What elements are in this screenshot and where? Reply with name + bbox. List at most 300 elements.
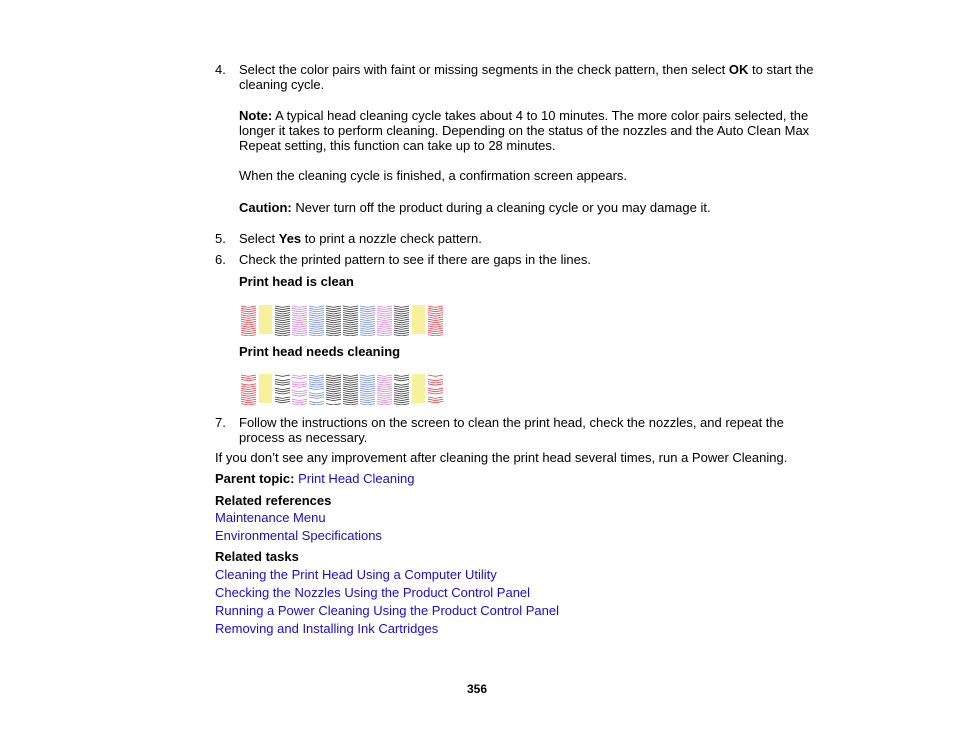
nozzle-line [241,313,256,314]
nozzle-line [326,330,341,331]
nozzle-line [428,388,443,389]
nozzle-line [275,393,290,394]
nozzle-line [360,321,375,322]
nozzle-line [275,306,290,307]
nozzle-line [241,308,256,309]
nozzle-line [377,390,392,391]
nozzle-line [394,399,409,400]
nozzle-line [292,375,307,376]
nozzle-line [326,335,341,336]
nozzle-line [309,308,324,309]
ok-keyword: OK [728,62,749,77]
caution-text: Never turn off the product during a cleaning cycle or you may damage it. [291,200,711,215]
nozzle-line [343,404,358,405]
nozzle-line [360,335,375,336]
nozzle-line [326,397,341,398]
nozzle-line [343,393,358,394]
nozzle-line [275,375,290,376]
nozzle-line [326,386,341,387]
nozzle-line [394,384,409,385]
step-text: Check the printed pattern to see if there are gaps in the lines. [239,252,591,267]
link-power-cleaning-control-panel[interactable]: Running a Power Cleaning Using the Product Control Panel [215,603,559,618]
nozzle-line [377,377,392,378]
nozzle-block [292,306,307,336]
clean-pattern-label: Print head is clean [239,274,354,289]
nozzle-line [360,377,375,378]
nozzle-line [309,404,324,405]
nozzle-block-fill [412,305,425,334]
note-paragraph [239,108,825,153]
nozzle-line [377,328,392,329]
nozzle-block [412,305,425,334]
nozzle-line [326,399,341,400]
nozzle-block [309,306,324,336]
nozzle-line [275,317,290,318]
nozzle-line [360,404,375,405]
nozzle-line [309,388,324,389]
nozzle-line [326,379,341,380]
nozzle-line [309,395,324,396]
needs-cleaning-pattern-image [240,373,446,405]
nozzle-line [241,335,256,336]
nozzle-line [428,390,443,391]
nozzle-line [343,315,358,316]
nozzle-line [326,315,341,316]
nozzle-line [326,324,341,325]
nozzle-line [275,324,290,325]
nozzle-line [326,317,341,318]
nozzle-line [326,310,341,311]
step-text-pre: Select [239,231,279,246]
nozzle-line [292,328,307,329]
nozzle-line [292,317,307,318]
nozzle-line [275,399,290,400]
nozzle-line [343,390,358,391]
nozzle-line [241,324,256,325]
nozzle-line [377,326,392,327]
nozzle-line [360,308,375,309]
nozzle-line [394,306,409,307]
caution-label: Caution: [239,200,292,215]
nozzle-block [343,306,358,336]
nozzle-line [326,382,341,383]
link-removing-installing-cartridges[interactable]: Removing and Installing Ink Cartridges [215,621,439,636]
nozzle-block [360,306,375,336]
nozzle-line [309,335,324,336]
nozzle-line [309,375,324,376]
nozzle-line [326,332,341,333]
nozzle-block-fill [412,374,425,403]
nozzle-line [343,326,358,327]
nozzle-line [377,404,392,405]
nozzle-line [377,306,392,307]
nozzle-line [309,397,324,398]
nozzle-line [343,313,358,314]
nozzle-line [292,319,307,320]
nozzle-line [275,315,290,316]
nozzle-line [275,330,290,331]
nozzle-line [241,395,256,396]
nozzle-line [275,326,290,327]
nozzle-block [259,374,272,403]
nozzle-line [326,395,341,396]
nozzle-line [377,393,392,394]
nozzle-line [360,386,375,387]
nozzle-line [394,379,409,380]
nozzle-line [326,326,341,327]
nozzle-line [360,330,375,331]
nozzle-line [360,375,375,376]
nozzle-line [394,332,409,333]
nozzle-line [377,395,392,396]
nozzle-block [412,374,425,403]
nozzle-line [360,401,375,402]
nozzle-line [326,404,341,405]
clean-pattern-image [240,304,444,336]
nozzle-line [309,377,324,378]
nozzle-line [343,335,358,336]
step-7 [215,415,825,445]
nozzle-line [241,375,256,376]
nozzle-line [292,404,307,405]
needs-cleaning-label: Print head needs cleaning [239,344,401,359]
nozzle-block [394,306,409,336]
nozzle-line [309,326,324,327]
nozzle-line [428,315,443,316]
nozzle-line [377,324,392,325]
nozzle-line [309,321,324,322]
nozzle-line [275,308,290,309]
nozzle-line [394,377,409,378]
nozzle-line [394,404,409,405]
nozzle-line [428,335,443,336]
step-number: 6. [215,252,226,267]
nozzle-line [309,379,324,380]
caution-paragraph [239,200,825,215]
nozzle-line [241,384,256,385]
nozzle-line [377,401,392,402]
nozzle-line [343,397,358,398]
nozzle-line [360,315,375,316]
nozzle-line [309,324,324,325]
nozzle-line [292,386,307,387]
nozzle-line [428,324,443,325]
nozzle-line [428,313,443,314]
nozzle-line [428,321,443,322]
page-number: 356 [466,682,488,696]
nozzle-line [241,390,256,391]
nozzle-line [343,328,358,329]
nozzle-line [377,375,392,376]
nozzle-line [377,321,392,322]
nozzle-line [326,384,341,385]
nozzle-line [275,321,290,322]
nozzle-line [360,324,375,325]
nozzle-line [360,399,375,400]
nozzle-line [343,386,358,387]
nozzle-line [326,306,341,307]
nozzle-block [292,375,307,405]
nozzle-line [241,397,256,398]
nozzle-line [343,395,358,396]
nozzle-line [343,375,358,376]
nozzle-line [241,332,256,333]
nozzle-line [326,393,341,394]
nozzle-line [377,399,392,400]
nozzle-line [309,313,324,314]
nozzle-line [309,315,324,316]
nozzle-line [394,310,409,311]
nozzle-line [241,317,256,318]
nozzle-line [377,330,392,331]
nozzle-line [377,379,392,380]
nozzle-line [343,379,358,380]
nozzle-line [360,319,375,320]
nozzle-line [394,308,409,309]
nozzle-block [275,375,290,403]
nozzle-line [343,382,358,383]
nozzle-line [343,330,358,331]
nozzle-line [292,390,307,391]
nozzle-line [394,397,409,398]
nozzle-block [343,375,358,405]
step-text-post: to print a nozzle check pattern. [301,231,482,246]
nozzle-line [326,319,341,320]
nozzle-line [241,328,256,329]
nozzle-line [326,328,341,329]
nozzle-line [360,395,375,396]
clean-nozzle-pattern [240,304,444,336]
nozzle-line [360,313,375,314]
note-label: Note: [239,108,273,123]
nozzle-line [394,395,409,396]
nozzle-line [394,388,409,389]
nozzle-line [377,317,392,318]
step-text-post: to start the cleaning cycle. [239,62,814,92]
nozzle-line [428,375,443,376]
nozzle-line [428,310,443,311]
nozzle-line [292,308,307,309]
nozzle-line [292,401,307,402]
nozzle-line [343,308,358,309]
nozzle-line [428,308,443,309]
nozzle-line [326,377,341,378]
nozzle-line [428,393,443,394]
nozzle-line [428,397,443,398]
nozzle-line [394,317,409,318]
nozzle-line [309,317,324,318]
nozzle-block [241,375,256,405]
nozzle-line [241,377,256,378]
link-environmental-specifications[interactable]: Environmental Specifications [215,528,382,543]
nozzle-line [241,319,256,320]
nozzle-line [309,330,324,331]
nozzle-line [428,401,443,402]
nozzle-line [428,330,443,331]
link-cleaning-print-head-utility[interactable]: Cleaning the Print Head Using a Computer Utility [215,567,497,582]
nozzle-line [275,313,290,314]
nozzle-block [241,306,256,336]
yes-keyword: Yes [278,231,302,246]
nozzle-line [377,315,392,316]
step-text: Follow the instructions on the screen to clean the print head, check the nozzles, and repeat the process as necessary. [239,415,784,445]
nozzle-line [377,388,392,389]
step-number: 7. [215,415,226,430]
nozzle-line [377,332,392,333]
nozzle-line [309,319,324,320]
nozzle-line [292,324,307,325]
nozzle-line [394,393,409,394]
nozzle-line [326,321,341,322]
nozzle-line [292,326,307,327]
nozzle-line [343,384,358,385]
step-text-pre: Select the color pairs with faint or missing segments in the check pattern, then select [239,62,729,77]
parent-topic-link[interactable]: Print Head Cleaning [298,471,415,486]
nozzle-line [309,401,324,402]
nozzle-line [275,382,290,383]
nozzle-line [394,328,409,329]
nozzle-line [343,319,358,320]
nozzle-line [326,388,341,389]
nozzle-line [292,399,307,400]
nozzle-block-fill [259,374,272,403]
link-checking-nozzles-control-panel[interactable]: Checking the Nozzles Using the Product Control Panel [215,585,531,600]
nozzle-line [428,306,443,307]
nozzle-line [360,384,375,385]
nozzle-block [360,375,375,405]
nozzle-line [377,310,392,311]
nozzle-line [360,332,375,333]
needs-cleaning-nozzle-pattern [240,373,446,405]
nozzle-line [241,321,256,322]
nozzle-line [428,319,443,320]
nozzle-line [428,379,443,380]
nozzle-line [394,330,409,331]
nozzle-line [275,388,290,389]
step-text [239,62,825,92]
nozzle-line [377,397,392,398]
nozzle-block [259,305,272,334]
nozzle-block [428,375,443,403]
nozzle-line [292,377,307,378]
nozzle-line [394,319,409,320]
nozzle-line [275,379,290,380]
nozzle-line [309,386,324,387]
nozzle-line [241,393,256,394]
nozzle-line [241,306,256,307]
nozzle-line [326,313,341,314]
nozzle-line [377,386,392,387]
nozzle-line [377,384,392,385]
nozzle-line [343,388,358,389]
nozzle-line [292,335,307,336]
nozzle-line [309,393,324,394]
nozzle-line [343,317,358,318]
nozzle-line [377,319,392,320]
nozzle-line [241,326,256,327]
nozzle-line [292,330,307,331]
nozzle-line [343,332,358,333]
link-maintenance-menu[interactable]: Maintenance Menu [215,510,326,525]
nozzle-block [377,375,392,405]
nozzle-line [428,382,443,383]
nozzle-block [377,306,392,336]
nozzle-line [326,308,341,309]
nozzle-line [292,306,307,307]
nozzle-line [394,313,409,314]
nozzle-line [343,401,358,402]
nozzle-line [360,310,375,311]
nozzle-line [292,321,307,322]
nozzle-line [360,379,375,380]
related-tasks-heading: Related tasks [215,549,299,564]
nozzle-line [394,324,409,325]
nozzle-line [275,310,290,311]
nozzle-line [309,384,324,385]
nozzle-block [309,375,324,405]
nozzle-line [309,310,324,311]
nozzle-line [360,388,375,389]
nozzle-line [394,326,409,327]
nozzle-line [343,399,358,400]
nozzle-line [428,332,443,333]
nozzle-line [428,326,443,327]
nozzle-line [394,335,409,336]
nozzle-line [309,382,324,383]
nozzle-line [343,324,358,325]
nozzle-line [275,319,290,320]
nozzle-block [428,306,443,336]
nozzle-line [275,332,290,333]
nozzle-line [292,313,307,314]
nozzle-line [292,384,307,385]
nozzle-block [326,375,341,405]
nozzle-line [360,306,375,307]
nozzle-line [241,386,256,387]
confirmation-text: When the cleaning cycle is finished, a confirmation screen appears. [239,168,628,183]
nozzle-line [275,328,290,329]
nozzle-line [241,330,256,331]
nozzle-line [360,317,375,318]
parent-topic-label: Parent topic: [215,471,295,486]
nozzle-line [275,390,290,391]
nozzle-line [394,390,409,391]
nozzle-line [360,326,375,327]
nozzle-block [326,306,341,336]
nozzle-line [394,315,409,316]
step-5 [215,231,825,246]
step-number: 4. [215,62,226,77]
nozzle-line [377,335,392,336]
nozzle-line [394,375,409,376]
nozzle-line [326,375,341,376]
nozzle-line [343,310,358,311]
nozzle-line [428,328,443,329]
nozzle-line [377,308,392,309]
nozzle-block [394,375,409,405]
nozzle-line [292,332,307,333]
nozzle-line [343,377,358,378]
parent-topic [215,471,414,486]
nozzle-line [394,386,409,387]
nozzle-line [360,390,375,391]
nozzle-line [309,332,324,333]
nozzle-line [292,315,307,316]
nozzle-line [343,321,358,322]
nozzle-line [309,328,324,329]
nozzle-line [394,321,409,322]
nozzle-line [428,399,443,400]
